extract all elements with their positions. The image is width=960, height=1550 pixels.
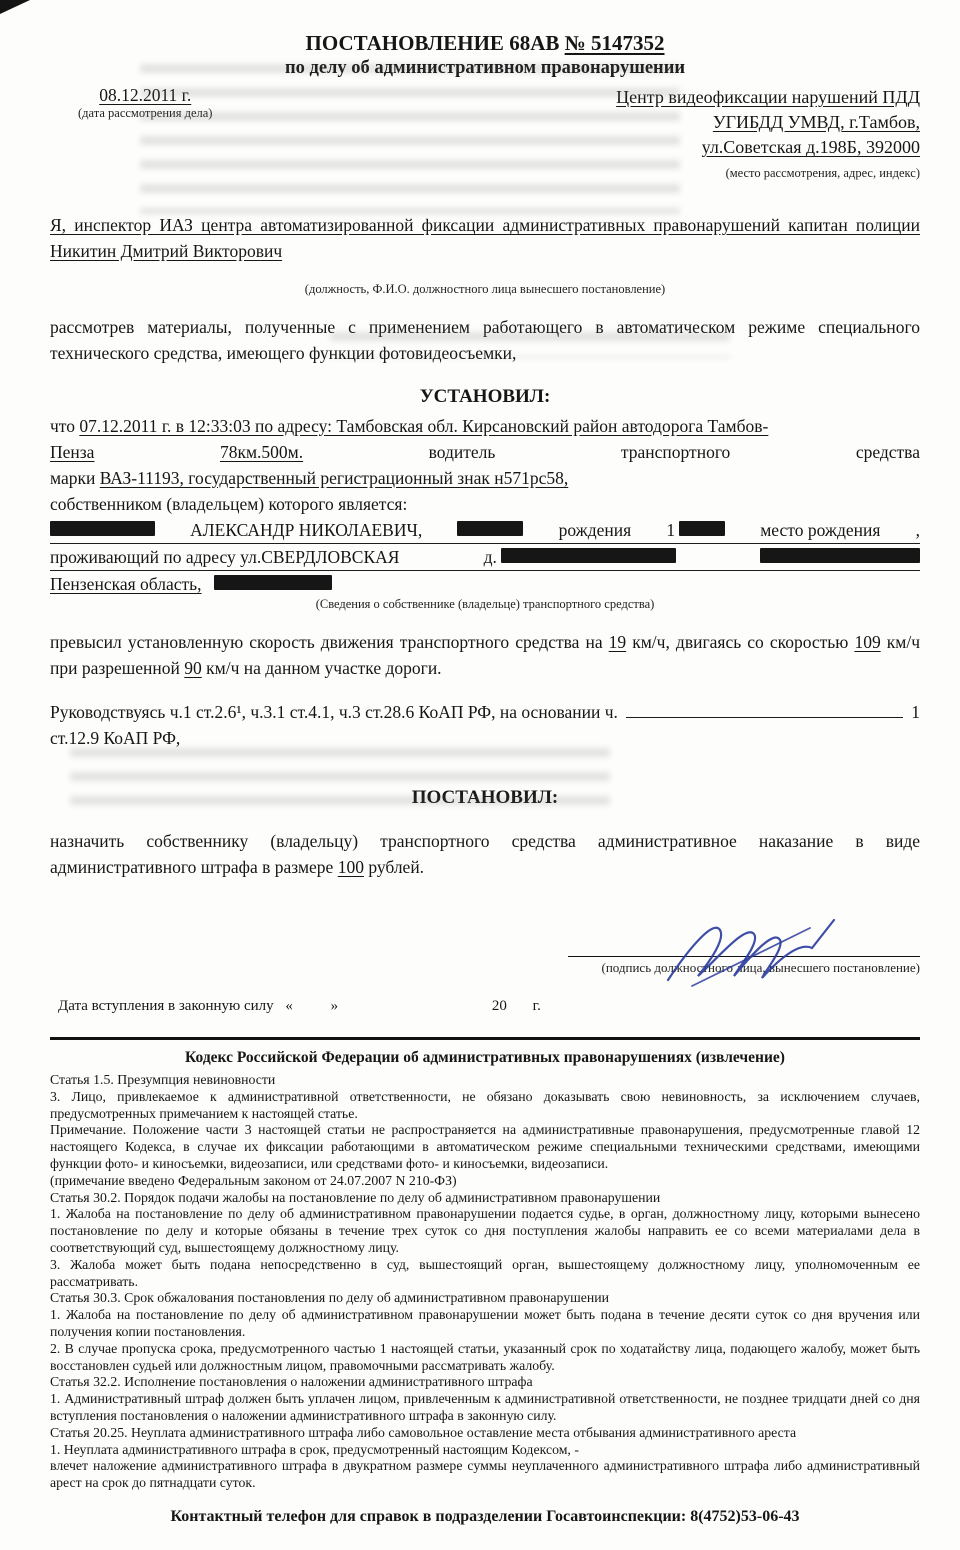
fact-line-1 <box>50 413 920 439</box>
owner-region-line <box>50 571 920 597</box>
redaction-birthdate <box>457 521 523 536</box>
signature-area <box>568 910 920 976</box>
birth-word: рождения <box>558 519 632 540</box>
document-subtitle: по делу об административном правонарушении <box>284 58 686 78</box>
legal-paragraph: 1. Жалоба на постановление по делу об административном правонарушении может быть подана в течение десяти суток со дня вручения или получения копии постановления. <box>50 1307 920 1339</box>
fact-line-2 <box>50 439 920 465</box>
open-quote: « <box>285 998 293 1014</box>
vehicle-info: ВАЗ-11193, государственный регистрационный знак н571рс58, <box>99 467 569 488</box>
review-date: 08.12.2011 г. <box>99 85 192 105</box>
violation-text: км/ч при разрешенной <box>50 632 920 678</box>
legal-paragraph: 1. Административный штраф должен быть уплачен лицом, привлеченным к административной ответственности, не позднее тридцати дней со дня вступления постановления о наложении административного штрафа в законную силу. <box>50 1391 920 1423</box>
reviewed-statement: рассмотрев материалы, полученные с применением работающего в автоматическом режиме специального технического средства, имеющего функции фотовидеосъемки, <box>50 317 920 363</box>
legal-paragraph: Статья 32.2. Исполнение постановления о наложении административного штрафа <box>50 1374 533 1390</box>
fact-word: водитель <box>428 441 496 462</box>
legal-paragraph: 1. Жалоба на постановление по делу об административном правонарушении подается судье, в орган, должностному лицу, которыми вынесено постановление по делу и которые обязаны в течение трех суток со дня поступления жалобы направить ее со всеми материалами дела в соответствующий суд, вышестоящему должностному лицу. <box>50 1206 920 1255</box>
legal-paragraph: Статья 1.5. Презумпция невиновности <box>50 1072 276 1087</box>
date-block <box>78 85 212 186</box>
effective-date-line <box>58 998 920 1015</box>
authority-block <box>616 85 920 186</box>
violation-text: км/ч, двигаясь со скоростью <box>626 632 855 652</box>
birthplace-label: место рождения <box>760 519 881 540</box>
fine-amount: 100 <box>337 857 364 877</box>
authority-caption: (место рассмотрения, адрес, индекс) <box>725 166 920 180</box>
close-quote: » <box>330 998 339 1014</box>
decision-text: рублей. <box>363 857 425 877</box>
date-caption: (дата рассмотрения дела) <box>78 106 213 120</box>
violation-statement <box>50 629 920 681</box>
year-suffix: г. <box>532 998 541 1014</box>
fact-city: Пенза <box>50 441 95 462</box>
officer-caption: (должность, Ф.И.О. должностного лица вынесшего постановление) <box>304 281 666 296</box>
effective-date-label: Дата вступления в законную силу <box>58 998 274 1014</box>
speed-over-value: 19 <box>608 632 627 652</box>
authority-line-1: Центр видеофиксации нарушений ПДД <box>616 87 920 107</box>
legal-paragraph: Статья 20.25. Неуплата административного штрафа либо самовольное оставление места отбывания административного ареста <box>50 1424 797 1440</box>
legal-paragraph: 1. Неуплата административного штрафа в срок, предусмотренный настоящим Кодексом, - <box>50 1441 579 1457</box>
legal-paragraph: 3. Лицо, привлекаемое к административной ответственности, не обязано доказывать свою невиновность, за исключением случаев, предусмотренных примечанием к настоящей статье. <box>50 1088 920 1121</box>
fact-datetime-location: 07.12.2011 г. в 12:33:03 по адресу: Тамбовская обл. Кирсановский район автодорога Тамбов- <box>79 415 769 436</box>
region-text: Пензенская область, <box>50 573 202 594</box>
speed-actual-value: 109 <box>854 632 881 652</box>
postanovil-heading: ПОСТАНОВИЛ: <box>411 786 559 808</box>
violation-text: превысил установленную скорость движения транспортного средства на <box>50 632 609 652</box>
brand-label: марки <box>50 467 100 488</box>
owner-label-line: собственником (владельцем) которого является: <box>50 493 408 514</box>
legal-paragraph: (примечание введено Федеральным законом от 24.07.2007 N 210-ФЗ) <box>50 1172 457 1188</box>
decision-statement <box>50 828 920 880</box>
header-row <box>50 85 920 186</box>
decision-text: назначить собственнику (владельцу) транспортного средства административное наказание в виде административного штрафа в размере <box>50 831 920 877</box>
signature-scribble <box>662 914 842 992</box>
legal-basis-line <box>50 699 920 725</box>
legal-paragraph: 2. В случае пропуска срока, предусмотренного частью 1 настоящей статьи, указанный срок по ходатайству лица, подающего жалобу, может быть восстановлен судьей или должностным лицом, правомочными рассматривать жалобу. <box>50 1340 920 1373</box>
trailing-comma: , <box>915 519 920 540</box>
section-divider <box>50 1037 920 1040</box>
legal-paragraph: Примечание. Положение части 3 настоящей статьи не распространяется на административные правонарушения, предусмотренные главой 12 настоящего Кодекса, в случае их фиксации работающими в автоматическом режиме специальными техническими средствами, имеющими функции фото- и киносъемки, видеозаписи, или средствами фото- и киносъемки, видеозаписи. <box>50 1122 920 1171</box>
fact-word: средства <box>855 441 920 462</box>
legal-extract <box>50 1048 920 1492</box>
fact-word: транспортного <box>620 441 731 462</box>
speed-limit-value: 90 <box>184 658 202 678</box>
document-title <box>50 30 920 56</box>
violation-text: км/ч на данном участке дороги. <box>201 658 442 678</box>
blank-underline <box>626 703 903 718</box>
vehicle-line <box>50 465 920 491</box>
legal-paragraph: Статья 30.3. Срок обжалования постановления по делу об административном правонарушении <box>50 1290 610 1306</box>
owner-name: АЛЕКСАНДР НИКОЛАЕВИЧ, <box>190 519 423 540</box>
year-prefix: 20 <box>491 998 507 1014</box>
legal-basis-text: Руководствуясь ч.1 ст.2.6¹, ч.3.1 ст.4.1, ч.3 ст.28.6 КоАП РФ, на основании ч. <box>50 701 618 722</box>
fact-distance: 78км.500м. <box>219 441 304 462</box>
owner-caption: (Сведения о собственнике (владельце) транспортного средства) <box>315 596 655 611</box>
birth-year-group <box>666 517 725 543</box>
legal-paragraph: влечет наложение административного штрафа в двукратном размере суммы неуплаченного административного штрафа либо административный арест на срок до пятнадцати суток. <box>50 1458 920 1491</box>
redaction-surname <box>50 521 155 536</box>
redaction-house <box>501 548 676 563</box>
signature-caption: (подпись должностного лица, вынесшего постановление) <box>601 960 920 975</box>
legal-paragraph: 3. Жалоба может быть подана непосредственно в суд, вышестоящий орган, вышестоящему должностному лицу, уполномоченным ее рассматривать. <box>50 1256 920 1289</box>
redaction-address <box>760 548 920 563</box>
contact-phone-line: Контактный телефон для справок в подразделении Госавтоинспекции: 8(4752)53-06-43 <box>170 1507 800 1525</box>
owner-address-line <box>50 544 920 571</box>
redaction-birthyear <box>679 521 725 536</box>
house-label: д. <box>483 546 497 567</box>
authority-line-3: ул.Советская д.198Б, 392000 <box>701 137 920 157</box>
house-group <box>484 544 676 570</box>
officer-statement-text: Я, инспектор ИАЗ центра автоматизированной фиксации административных правонарушений капитан полиции Никитин Дмитрий Викторович <box>50 215 920 261</box>
basis-part-number: 1 <box>911 701 920 722</box>
scan-corner-artifact <box>0 0 30 14</box>
owner-name-line <box>50 517 920 544</box>
legal-paragraph: Статья 30.2. Порядок подачи жалобы на постановление по делу об административном правонарушении <box>50 1189 661 1205</box>
redaction-city <box>214 575 332 590</box>
authority-line-2: УГИБДД УМВД, г.Тамбов, <box>712 112 920 132</box>
birth-digit: 1 <box>666 519 676 540</box>
officer-statement <box>50 212 920 264</box>
document-number: № 5147352 <box>564 31 665 55</box>
title-text: ПОСТАНОВЛЕНИЕ 68АВ <box>305 31 565 55</box>
address-text: проживающий по адресу ул.СВЕРДЛОВСКАЯ <box>50 546 400 567</box>
ustanovil-heading: УСТАНОВИЛ: <box>419 385 551 407</box>
fact-prefix: что <box>50 415 80 436</box>
basis-article-line: ст.12.9 КоАП РФ, <box>50 727 181 748</box>
legal-heading: Кодекс Российской Федерации об административных правонарушениях (извлечение) <box>185 1049 785 1066</box>
